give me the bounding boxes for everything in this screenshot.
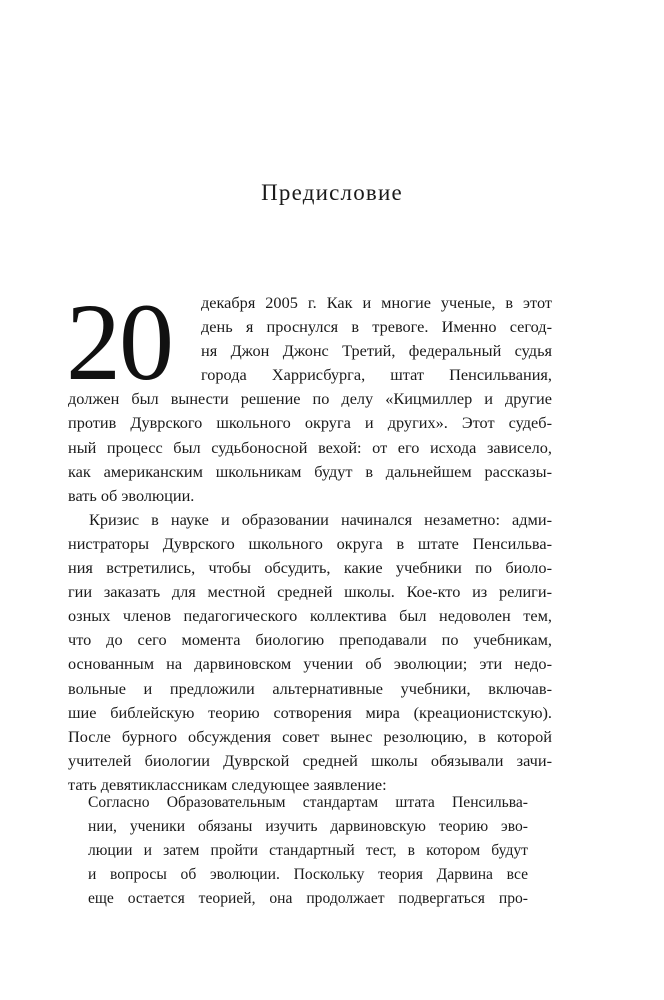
quote-line: Согласно Образовательным стандартам штата Пенсильва-	[88, 794, 528, 811]
text-line: ня Джон Джонс Третий, федеральный судья	[201, 341, 552, 361]
text-line: После бурного обсуждения совет вынес резолюцию, в которой	[68, 726, 552, 746]
quote-line: нии, ученики обязаны изучить дарвиновскую теорию эво-	[88, 818, 528, 836]
text-line: тать девятиклассникам следующее заявление:	[68, 774, 387, 794]
text-line: ный процесс был судьбоносной вехой: от его исхода зависело,	[68, 437, 552, 457]
text-line: должен был вынести решение по делу «Кицмиллер и другие	[68, 389, 552, 409]
text-line: Кризис в науке и образовании начинался незаметно: адми-	[89, 509, 552, 529]
drop-cap: 20	[66, 281, 172, 403]
text-line: города Харрисбурга, штат Пенсильвания,	[201, 365, 552, 385]
text-line: вать об эволюции.	[68, 485, 195, 505]
quote-line: люции и затем пройти стандартный тест, в котором будут	[88, 842, 528, 860]
text-line: что до сего момента биологию преподавали по учебникам,	[68, 630, 552, 650]
text-line: шие библейскую теорию сотворения мира (креационистскую).	[68, 702, 552, 722]
text-line: основанным на дарвиновском учении об эволюции; эти недо-	[68, 654, 552, 674]
text-line: вольные и предложили альтернативные учебники, включав-	[68, 678, 552, 698]
text-line: день я проснулся в тревоге. Именно сегод-	[201, 317, 552, 337]
text-line: как американским школьникам будут в дальнейшем рассказы-	[68, 461, 552, 481]
quote-line: еще остается теорией, она продолжает подвергаться про-	[88, 890, 528, 908]
text-line: учителей биологии Дуврской средней школы обязывали зачи-	[68, 750, 552, 770]
text-line: озных членов педагогического коллектива был недоволен тем,	[68, 606, 552, 626]
chapter-heading: Предисловие	[261, 180, 403, 205]
quote-line: и вопросы об эволюции. Поскольку теория Дарвина все	[88, 866, 528, 884]
text-line: против Дуврского школьного округа и других». Этот судеб-	[68, 413, 552, 433]
block-quote	[88, 791, 528, 911]
text-line: нистраторы Дуврского школьного округа в штате Пенсильва-	[68, 533, 552, 553]
body-text	[66, 281, 552, 797]
text-line: декабря 2005 г. Как и многие ученые, в этот	[201, 293, 552, 312]
text-line: гии заказать для местной средней школы. Кое-кто из религи-	[68, 582, 552, 602]
text-line: ния встретились, чтобы обсудить, какие учебники по биоло-	[68, 558, 552, 578]
